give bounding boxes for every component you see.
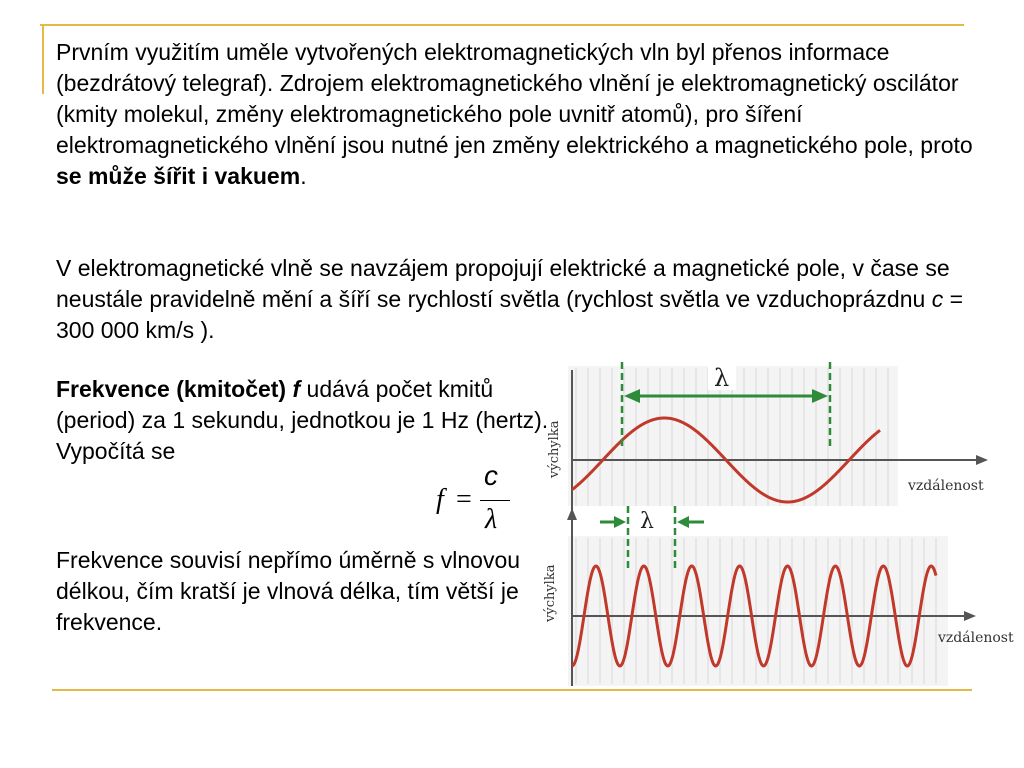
c-symbol: c xyxy=(931,286,944,312)
frequency-symbol: f xyxy=(292,376,301,402)
bottom-panel-background xyxy=(568,536,948,686)
bottom-lambda-label: λ xyxy=(640,509,654,534)
formula-denominator: λ xyxy=(485,504,498,535)
paragraph-telegraph-end: . xyxy=(300,163,307,189)
frequency-formula xyxy=(432,462,522,540)
paragraph-telegraph-text: Prvním využitím uměle vytvořených elektromagnetických vln byl přenos informace (bezdrátový telegraf). Zdrojem elektromagnetického vlnění je elektromagnetický oscilátor (kmity molekul, změny elektromagnetického pole uvnitř atomů), pro šíření elektromagnetického vlnění jsou nutné jen změny elektrického a magnetického pole, proto xyxy=(56,39,973,158)
bottom-y-axis-arrow xyxy=(567,508,577,520)
left-rule xyxy=(42,24,44,94)
paragraph-wave xyxy=(56,253,976,346)
top-wave-panel xyxy=(547,362,988,510)
paragraph-relation-text: Frekvence souvisí nepřímo úměrně s vlnovou délkou, čím kratší je vlnová délka, tím větší je frekvence. xyxy=(56,547,521,635)
top-x-label: vzdálenost xyxy=(908,478,984,494)
bottom-wave-panel xyxy=(543,506,1014,686)
bottom-x-label: vzdálenost xyxy=(938,630,1014,646)
top-rule xyxy=(40,24,964,26)
speed-value: = 300 000 km/s ). xyxy=(56,286,964,343)
top-lambda-label: λ xyxy=(714,364,730,392)
vacuum-emphasis: se může šířit i vakuem xyxy=(56,163,301,189)
bottom-x-axis-arrow xyxy=(964,611,976,621)
formula-equals: = xyxy=(456,484,472,515)
paragraph-wave-text: V elektromagnetické vlně se navzájem propojují elektrické a magnetické pole, v čase se neustále pravidelně mění a šíří se rychlostí světla (rychlost světla ve vzduchoprázdnu xyxy=(56,255,950,312)
formula-lhs: f xyxy=(436,484,444,515)
top-x-axis-arrow xyxy=(976,455,988,465)
top-y-label: výchylka xyxy=(547,420,562,478)
paragraph-frequency-text: udává počet kmitů (period) za 1 sekundu, jednotkou je 1 Hz (hertz). Vypočítá se xyxy=(56,376,549,464)
paragraph-telegraph xyxy=(56,37,976,192)
bottom-lambda-arrowhead-right xyxy=(677,516,689,528)
bottom-lambda-arrowhead-left xyxy=(614,516,626,528)
formula-fraction-bar xyxy=(480,500,510,501)
wave-diagram xyxy=(536,360,1022,688)
bottom-y-label: výchylka xyxy=(543,564,558,622)
paragraph-relation xyxy=(56,545,536,638)
bottom-rule xyxy=(52,689,972,691)
formula-numerator: c xyxy=(484,460,498,491)
frequency-label: Frekvence (kmitočet) xyxy=(56,376,293,402)
paragraph-frequency xyxy=(56,374,556,467)
